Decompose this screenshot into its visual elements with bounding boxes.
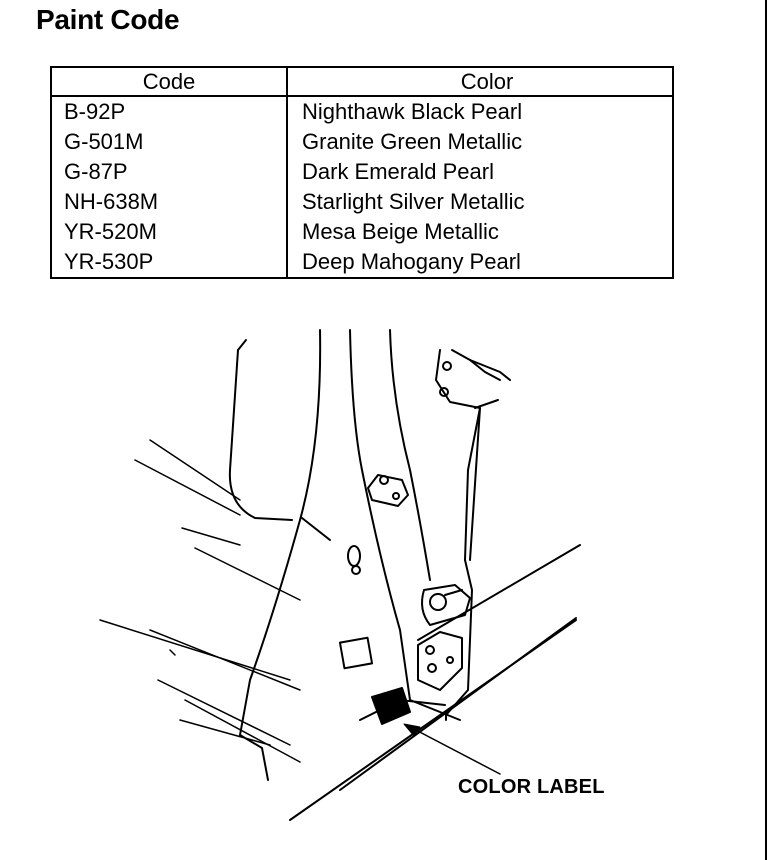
table-row xyxy=(51,157,673,187)
color-cell: Granite Green Metallic xyxy=(302,129,523,154)
color-cell: Mesa Beige Metallic xyxy=(302,219,499,244)
code-cell: YR-530P xyxy=(51,247,287,278)
door-striker xyxy=(368,475,408,506)
door-hinge xyxy=(418,585,470,690)
table-row xyxy=(51,247,673,278)
code-cell: YR-520M xyxy=(51,217,287,247)
table-row xyxy=(51,127,673,157)
code-cell: G-87P xyxy=(51,157,287,187)
pillar-holes xyxy=(340,546,372,668)
column-header-code: Code xyxy=(51,67,287,96)
color-cell: Starlight Silver Metallic xyxy=(302,189,525,214)
seat-lines xyxy=(100,440,300,762)
code-cell: B-92P xyxy=(51,96,287,127)
code-cell: G-501M xyxy=(51,127,287,157)
code-cell: NH-638M xyxy=(51,187,287,217)
b-pillar xyxy=(240,330,430,735)
color-cell: Nighthawk Black Pearl xyxy=(302,99,523,124)
callout-arrow xyxy=(404,724,500,774)
color-cell: Deep Mahogany Pearl xyxy=(302,249,521,274)
column-header-color: Color xyxy=(287,67,673,96)
paint-code-table xyxy=(50,66,674,279)
table-row xyxy=(51,96,673,127)
door-edge xyxy=(436,350,510,720)
page-title: Paint Code xyxy=(36,4,180,35)
table-row xyxy=(51,217,673,247)
color-cell: Dark Emerald Pearl xyxy=(302,159,494,184)
color-label-callout: COLOR LABEL xyxy=(458,776,605,798)
table-header-row xyxy=(51,67,673,96)
seat-back xyxy=(230,340,292,520)
color-label-patch xyxy=(372,688,410,724)
door-jamb-diagram xyxy=(0,300,768,840)
table-row xyxy=(51,187,673,217)
